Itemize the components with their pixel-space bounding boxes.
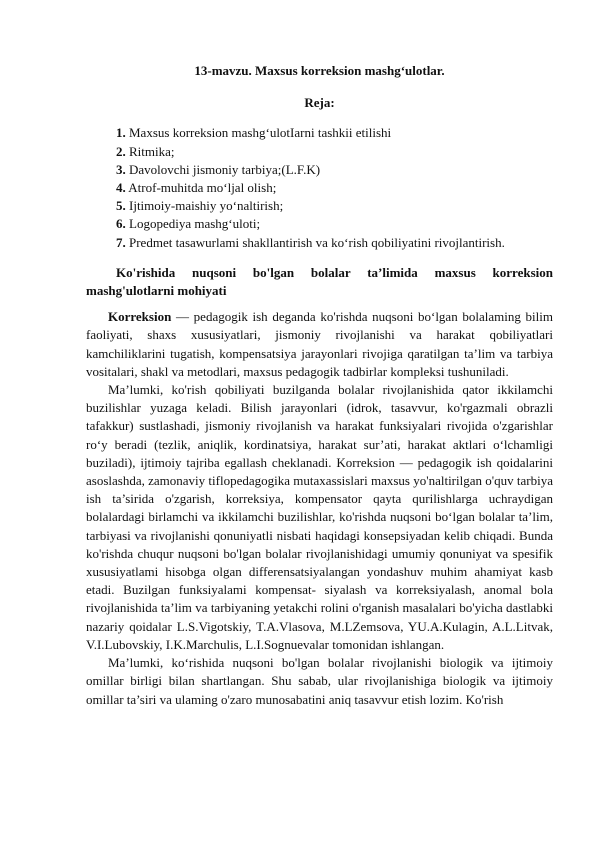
plan-item: [116, 215, 553, 233]
paragraph-body: Ma’lumki, ko'rish qobiliyati buzilganda bolalar rivojlanishida qator ikkilamchi buzilishlar yuzaga keladi. Bilish jarayonlari (idrok, tasavvur, ko'rgazmali obrazli tafakkur) sustlashadi, jismoniy rivojlanish va harakat funksiyalari rivojida o'zgarishlar ro‘y beradi (tezlik, aniqlik, kordinatsiya, harakat sur’ati, harakat aktlari o‘lchamligi buziladi), ijtimoiy tajriba egallash cheklanadi. Korreksion — pedagogik ish qoidalarini asoslashda, zamonaviy tiflopedagogika mutaxassislari maxsus yo'naltirilgan o'quv tarbiya ish ta’sirida o'zgarish, korreksiya, kompensator qayta qurilishlarga uchraydigan bolalardagi birlamchi va ikkilamchi buzilishlar, ko'rishda nuqsoni bo‘lgan bolalar ta’lim, tarbiyasi va rivojlanishi qonuniyatli nisbati haqidagi konsepsiyadan kelib chiqadi. Bunda ko'rishda chuqur nuqsoni bo'lgan bolalar rivojlanishidagi umumiy qonuniyat va spesifik xususiyatlami hisobga olgan differensatsiyalangan yondashuv muhim ahamiyat kasb etadi. Buzilgan funksiyalami kompensat- siyalash va korreksiyalash, anomal bola rivojlanishida ta’lim va tarbiyaning yetakchi rolini o'rganish masalalari bo'yicha dastlabki nazariy qoidalar L.S.Vigotskiy, T.A.Vlasova, M.LZemsova, YU.A.Kulagin, A.L.Litvak, V.I.Lubovskiy, I.K.Marchulis, L.I.Sognuevalar tomonidan ishlangan.: [86, 382, 553, 652]
plan-item-text: Ijtimoiy-maishiy yo‘naltirish;: [129, 198, 284, 214]
plan-item: [116, 161, 553, 179]
definition-text: — pedagogik ish deganda ko'rishda nuqsoni bo‘lgan bolalaming bilim faoliyati, shaxs xususiyatlari, jismoniy rivojlanishi va harakat qobiliyatlari kamchiliklarini tugatish, kompensatsiya jarayonlari rivojiga qaratilgan ta’lim va tarbiya vositalari, shakl va metodlari, maxsus pedagogik tadbirlar kompleksi tushuniladi.: [86, 309, 553, 379]
section-heading: Ko'rishida nuqsoni bo'lgan bolalar ta’limida maxsus korreksion mashg'ulotlarni mohiyati: [86, 264, 553, 299]
plan-item: [116, 197, 553, 215]
plan-item-number: 5.: [116, 198, 126, 214]
paragraph-body: Ma’lumki, ko‘rishida nuqsoni bo'lgan bolalar rivojlanishi biologik va ijtimoiy omillar birligi bilan shartlangan. Shu sabab, ular rivojlanishiga biologik va ijtimoiy omillar ta’siri va ulaming o'zaro munosabatini aniq tasavvur etish lozim. Ko'rish: [86, 655, 553, 707]
plan-heading: Reja:: [304, 95, 335, 111]
plan-item-text: Davolovchi jismoniy tarbiya;(L.F.K): [129, 161, 321, 177]
plan-item-number: 3.: [116, 161, 126, 177]
plan-item-number: 6.: [116, 216, 126, 232]
plan-item-text: Maxsus korreksion mashg‘ulotIarni tashkii etilishi: [129, 125, 392, 141]
plan-item: [116, 179, 553, 197]
plan-item-number: 2.: [116, 143, 126, 159]
plan-item-number: 1.: [116, 125, 126, 141]
plan-item: [116, 124, 553, 142]
plan-item-number: 7.: [116, 234, 126, 250]
plan-item-text: Ritmika;: [129, 143, 175, 159]
defined-term: Korreksion: [108, 309, 172, 325]
plan-item: [116, 143, 553, 161]
plan-item-text: Atrof-muhitda mo‘ljal olish;: [128, 180, 277, 196]
plan-item: [116, 234, 553, 252]
plan-list: [86, 124, 553, 251]
paragraph-definition: [86, 308, 553, 381]
page-title: 13-mavzu. Maxsus korreksion mashg‘ulotlar.: [194, 63, 445, 78]
plan-item-number: 4.: [116, 180, 126, 196]
plan-item-text: Predmet tasawurlami shakllantirish va ko‘rish qobiliyatini rivojlantirish.: [129, 234, 505, 250]
plan-item-text: Logopediya mashg‘uloti;: [129, 216, 261, 232]
